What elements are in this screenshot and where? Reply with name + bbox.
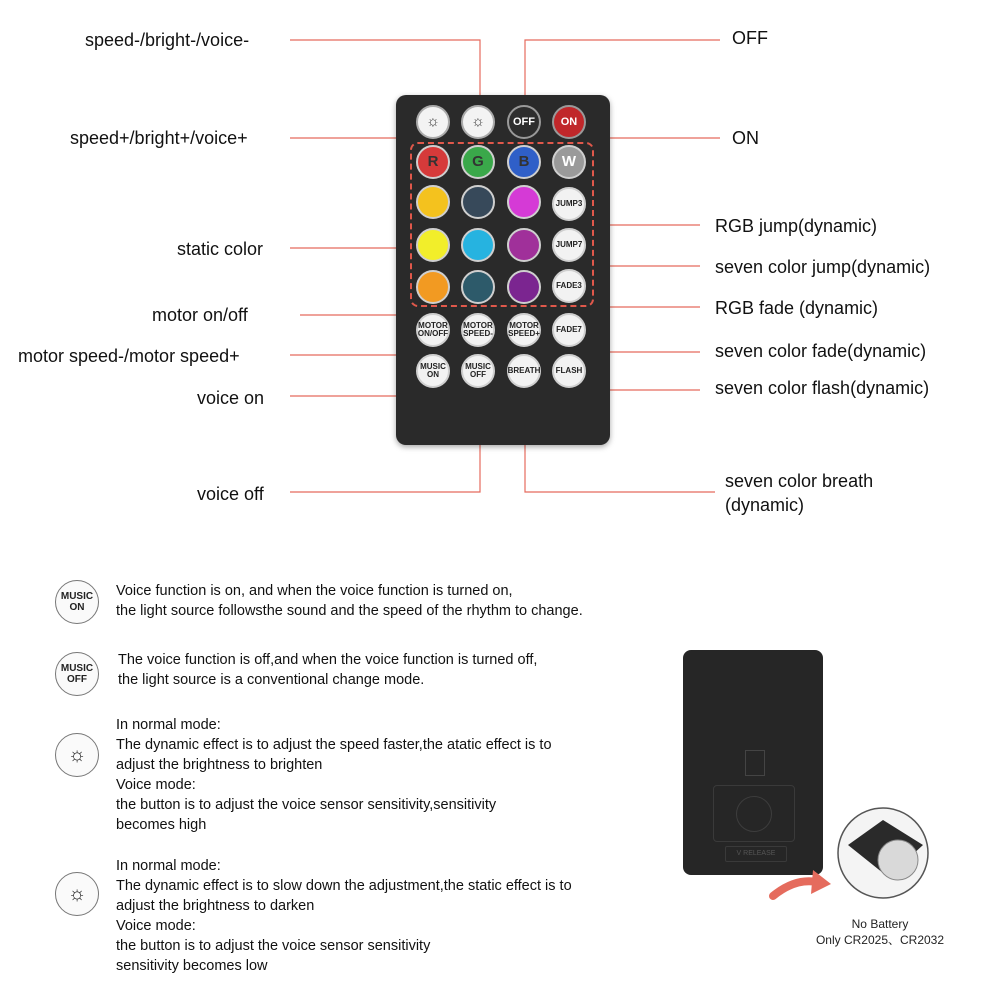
- desc-speed-minus: In normal mode: The dynamic effect is to slow down the adjustment,the static effect is to adjust the brightness to darken Voice mode: the button is to adjust the voice sensor sensitivity sensitivity becomes low: [116, 858, 572, 974]
- color-button-teal[interactable]: [461, 270, 495, 304]
- music-on-icon: MUSIC ON: [55, 580, 99, 624]
- red-button[interactable]: R: [416, 145, 450, 179]
- label-voice-on: voice on: [197, 388, 265, 408]
- label-on: ON: [732, 128, 759, 148]
- motor-speed-minus-button[interactable]: MOTOR SPEED-: [461, 313, 495, 347]
- label-seven-jump: seven color jump(dynamic): [715, 257, 931, 277]
- flash-button[interactable]: FLASH: [552, 354, 586, 388]
- jump7-button[interactable]: JUMP7: [552, 228, 586, 262]
- battery-note: No Battery Only CR2025、CR2032: [815, 917, 945, 947]
- off-button[interactable]: OFF: [507, 105, 541, 139]
- on-button[interactable]: ON: [552, 105, 586, 139]
- color-button-orange[interactable]: [416, 270, 450, 304]
- speed-minus-button[interactable]: [416, 105, 450, 139]
- color-button-lemon[interactable]: [416, 228, 450, 262]
- breath-button[interactable]: BREATH: [507, 354, 541, 388]
- blue-button[interactable]: B: [507, 145, 541, 179]
- remote-back: [683, 650, 823, 875]
- sun-plus-icon: ☼: [55, 733, 99, 777]
- music-off-button[interactable]: MUSIC OFF: [461, 354, 495, 388]
- label-seven-flash: seven color flash(dynamic): [715, 378, 930, 398]
- color-button-violet[interactable]: [507, 270, 541, 304]
- sun-minus-icon: ☼: [55, 872, 99, 916]
- motor-speed-plus-button[interactable]: MOTOR SPEED+: [507, 313, 541, 347]
- fade3-button[interactable]: FADE3: [552, 269, 586, 303]
- desc-music-off: The voice function is off,and when the voice function is turned off, the light source is a conventional change mode.: [118, 652, 538, 688]
- remote-control: [396, 95, 610, 445]
- arrow-icon: [765, 858, 835, 908]
- label-motor-speed: motor speed-/motor speed+: [18, 346, 240, 366]
- label-motor-onoff: motor on/off: [152, 305, 248, 325]
- desc-speed-plus: In normal mode: The dynamic effect is to adjust the speed faster,the atatic effect is to adjust the brightness to brighten Voice mode: the button is to adjust the voice sensor sensitivity,sensitivity becomes high: [116, 717, 552, 833]
- label-speed-plus: speed+/bright+/voice+: [70, 128, 248, 148]
- color-button-slate[interactable]: [461, 185, 495, 219]
- coin-cell-inset: [828, 805, 938, 905]
- bin-icon: [745, 750, 765, 776]
- label-breath-line1: seven color breath: [725, 471, 874, 491]
- label-speed-minus: speed-/bright-/voice-: [85, 30, 250, 50]
- desc-music-on: Voice function is on, and when the voice function is turned on, the light source followsthe sound and the speed of the rhythm to change.: [116, 583, 583, 619]
- label-voice-off: voice off: [197, 484, 264, 504]
- color-button-cyan[interactable]: [461, 228, 495, 262]
- label-seven-fade: seven color fade(dynamic): [715, 341, 927, 361]
- jump3-button[interactable]: JUMP3: [552, 187, 586, 221]
- fade7-button[interactable]: FADE7: [552, 313, 586, 347]
- release-label: V RELEASE: [725, 846, 787, 862]
- label-breath-line2: (dynamic): [725, 495, 805, 515]
- color-button-magenta[interactable]: [507, 185, 541, 219]
- sun-minus-icon: ☼: [426, 113, 440, 130]
- green-button[interactable]: G: [461, 145, 495, 179]
- color-button-yellow[interactable]: [416, 185, 450, 219]
- white-button[interactable]: W: [552, 145, 586, 179]
- sun-plus-icon: ☼: [471, 113, 485, 130]
- label-off: OFF: [732, 28, 768, 48]
- label-rgb-fade: RGB fade (dynamic): [715, 298, 879, 318]
- label-rgb-jump: RGB jump(dynamic): [715, 216, 878, 236]
- motor-onoff-button[interactable]: MOTOR ON/OFF: [416, 313, 450, 347]
- music-on-button[interactable]: MUSIC ON: [416, 354, 450, 388]
- color-button-purple[interactable]: [507, 228, 541, 262]
- speed-plus-button[interactable]: [461, 105, 495, 139]
- music-off-icon: MUSIC OFF: [55, 652, 99, 696]
- battery-compartment: [713, 785, 795, 842]
- label-static-color: static color: [177, 239, 264, 259]
